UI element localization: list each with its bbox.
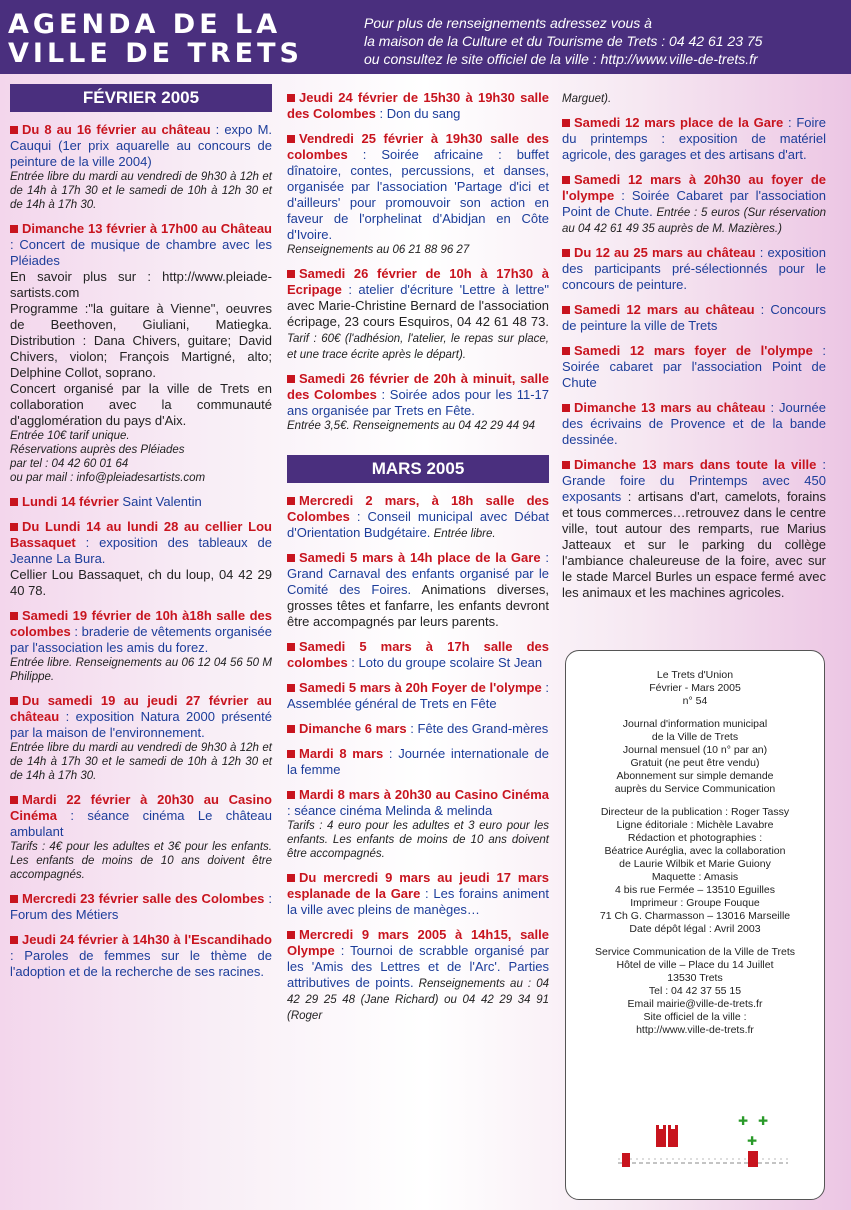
bullet-square-icon [287, 554, 295, 562]
event-heading: Du 12 au 25 mars au château [574, 245, 756, 260]
imprint-issue-number: n° 54 [682, 695, 708, 707]
event-heading: Dimanche 13 février à 17h00 au Château [22, 221, 272, 236]
event-description: : exposition des participants pré-sélectionnés pour le concours de peinture. [562, 245, 826, 292]
event-entry [287, 493, 549, 541]
event-heading: Samedi 12 mars au château [574, 302, 755, 317]
event-description: : séance cinéma Le château ambulant [10, 808, 272, 839]
event-text: avec Marie-Christine Bernard de l'association écripage, 23 cours Esquiros, 04 42 61 48 73. [287, 298, 549, 329]
column-1 [10, 90, 272, 989]
event-note: Renseignements au : 04 42 29 25 48 (Jane Richard) ou 04 42 29 34 91 (Roger [287, 978, 549, 1022]
event-description: : Foire du printemps : exposition de matériel agricole, des garages et des artisans d'art. [562, 115, 826, 162]
event-entry [287, 90, 549, 122]
event-note: Réservations auprès des Pléiades [10, 444, 185, 456]
event-text: Concert organisé par la ville de Trets en collaboration avec la communauté d'agglomération du pays d'Aix. [10, 381, 272, 428]
event-entry [10, 608, 272, 684]
event-heading: Dimanche 13 mars au château [574, 400, 766, 415]
bullet-square-icon [287, 375, 295, 383]
event-text: Cellier Lou Bassaquet, ch du loup, 04 42 29 40 78. [10, 567, 272, 598]
event-heading: Du samedi 19 au jeudi 27 février au château [10, 693, 272, 724]
bullet-square-icon [287, 94, 295, 102]
imprint-line: Journal d'information municipal [622, 718, 768, 730]
event-description: : Loto du groupe scolaire St Jean [347, 655, 543, 670]
event-entry [562, 343, 826, 391]
event-note: ou par mail : info@pleiadesartists.com [10, 472, 206, 484]
event-entry [287, 371, 549, 433]
event-description: : exposition Natura 2000 présenté par la maison de l'environnement. [10, 709, 272, 740]
event-description: : Grand Carnaval des enfants organisé par le Comité des Foires. [287, 550, 549, 597]
imprint-block-journal [566, 718, 824, 796]
event-heading: Mercredi 9 mars 2005 à 14h15, salle Olympe [287, 927, 549, 958]
imprint-block-contact [566, 946, 824, 1037]
event-note: Entrée libre du mardi au vendredi de 9h30 à 12h et de 14h à 17h 30 et le samedi de 10h à 12h 30 et de 14h à 17h 30. [10, 742, 272, 782]
event-entry [10, 792, 272, 882]
contact-line-3: ou consultez le site officiel de la ville : http://www.ville-de-trets.fr [364, 51, 758, 67]
event-description: : braderie de vêtements organisée par l'association les amis du forez. [10, 624, 272, 655]
event-heading: Vendredi 25 février à 19h30 salle des colombes [287, 131, 549, 162]
event-heading: Samedi 12 mars à 20h30 au foyer de l'olympe [562, 172, 826, 203]
event-description: : Soirée cabaret par l'association Point de Chute [562, 343, 826, 390]
event-description: : Fête des Grand-mères [406, 721, 549, 736]
event-description: : exposition des tableaux de Jeanne La Bura. [10, 535, 272, 566]
imprint-line: 71 Ch G. Charmasson – 13016 Marseille [599, 910, 791, 922]
event-entry [562, 90, 826, 106]
event-entry [10, 221, 272, 485]
bullet-square-icon [562, 461, 570, 469]
event-entry [10, 494, 272, 510]
event-note: Marguet). [562, 93, 612, 105]
event-description: : Journée internationale de la femme [287, 746, 549, 777]
event-note: Entrée 3,5€. Renseignements au 04 42 29 44 94 [287, 420, 536, 432]
event-heading: Mardi 8 mars [299, 746, 384, 761]
event-heading: Mercredi 23 février salle des Colombes [22, 891, 265, 906]
imprint-line: Ligne éditoriale : Michèle Lavabre [616, 819, 774, 831]
imprint-line: de Laurie Wilbik et Marie Guiony [619, 858, 771, 870]
event-description: : expo M. Cauqui (1er prix aquarelle au concours de peinture de la ville 2004) [10, 122, 273, 169]
event-description: : Tournoi de scrabble organisé par les 'Amis des Lettres et de l'Arc'. Parties attributives de points. [287, 943, 549, 990]
imprint-line: Rédaction et photographies : [627, 832, 763, 844]
svg-text:✚: ✚ [738, 1114, 749, 1128]
imprint-line: 4 bis rue Fermée – 13510 Eguilles [615, 884, 775, 896]
bullet-square-icon [562, 404, 570, 412]
imprint-line: Gratuit (ne peut être vendu) [630, 757, 760, 769]
february-heading: FÉVRIER 2005 [10, 84, 272, 112]
event-note: Entrée libre. Renseignements au 06 12 04 56 50 M Philippe. [10, 657, 272, 683]
bullet-square-icon [287, 497, 295, 505]
event-text: Programme :"la guitare à Vienne", oeuvres de Beethoven, Giuliani, Matiegka. Distribution : Dana Chivers, guitare; David Chivers, violon; François Martigné, alto; Delphine Collot, soprano. [10, 301, 272, 380]
bullet-square-icon [562, 306, 570, 314]
title-line-2: VILLE DE TRETS [8, 38, 303, 69]
event-heading: Du mercredi 9 mars au jeudi 17 mars esplanade de la Gare [287, 870, 549, 901]
event-note: Tarifs : 4 euro pour les adultes et 3 euro pour les enfants. Les enfants de moins de 10 ans doivent être accompagnés. [287, 820, 549, 860]
title-line-1: AGENDA DE LA [8, 9, 282, 40]
event-text: Animations diverses, grosses têtes et fanfarre, les enfants devront être accompagnés par leurs parents. [287, 582, 549, 629]
bullet-square-icon [287, 643, 295, 651]
header-banner [0, 0, 851, 74]
event-link-text[interactable]: En savoir plus sur : http://www.pleiade-sartists.com [10, 269, 272, 300]
event-entry [10, 693, 272, 783]
imprint-line: Site officiel de la ville : [643, 1011, 747, 1023]
event-entry [287, 550, 549, 630]
imprint-line: Service Communication de la Ville de Trets [595, 946, 795, 958]
event-heading: Du Lundi 14 au lundi 28 au cellier Lou Bassaquet [10, 519, 272, 550]
svg-text:✚: ✚ [747, 1134, 758, 1148]
bullet-square-icon [562, 119, 570, 127]
imprint-email[interactable]: Email mairie@ville-de-trets.fr [627, 998, 763, 1010]
event-heading: Mardi 22 février à 20h30 au Casino Cinéma [10, 792, 272, 823]
bullet-square-icon [10, 895, 18, 903]
event-text: : artisans d'art, camelots, forains et tous commerces…retrouvez dans le centre ville, tout autour des remparts, rue Marius Jatteaux et sur le parking du collège l'ambiance chaleureuse de la foire, avec sur le stade Marcel Burles un espace fermé avec les animaux et les machines agricoles. [562, 489, 826, 600]
bullet-square-icon [10, 936, 18, 944]
bullet-square-icon [287, 931, 295, 939]
event-entry [10, 122, 272, 212]
bullet-square-icon [287, 725, 295, 733]
event-heading: Samedi 12 mars place de la Gare [574, 115, 784, 130]
event-heading: Samedi 26 février de 10h à 17h30 à Ecripage [287, 266, 549, 297]
event-entry [287, 746, 549, 778]
event-heading: Du 8 au 16 février au château [22, 122, 211, 137]
event-note: par tel : 04 42 60 01 64 [10, 458, 129, 470]
event-description: : Concours de peinture la ville de Trets [562, 302, 826, 333]
bullet-square-icon [10, 126, 18, 134]
bullet-square-icon [10, 697, 18, 705]
imprint-line: Journal mensuel (10 n° par an) [622, 744, 768, 756]
event-description: : Assemblée général de Trets en Fête [287, 680, 549, 711]
event-heading: Samedi 12 mars foyer de l'olympe [574, 343, 813, 358]
event-description: : Grande foire du Printemps avec 450 exposants [562, 457, 826, 504]
event-note: Entrée : 5 euros (Sur réservation au 04 42 61 49 35 auprès de M. Mazières.) [562, 207, 826, 235]
imprint-line: Abonnement sur simple demande [616, 770, 774, 782]
imprint-line: Date dépôt légal : Avril 2003 [629, 923, 761, 935]
event-heading: Jeudi 24 février de 15h30 à 19h30 salle des Colombes [287, 90, 549, 121]
event-description: : Soirée Cabaret par l'association Point de Chute. [562, 188, 826, 219]
event-entry [562, 457, 826, 601]
bullet-square-icon [287, 874, 295, 882]
event-entry [562, 400, 826, 448]
column-3 [562, 90, 826, 610]
event-entry [10, 932, 272, 980]
imprint-line: Tel : 04 42 37 55 15 [648, 985, 742, 997]
event-description: : Conseil municipal avec Débat d'Orientation Budgétaire. [287, 509, 549, 540]
event-heading: Mercredi 2 mars, à 18h salle des Colombes [287, 493, 549, 524]
event-entry [287, 266, 549, 362]
event-entry [10, 891, 272, 923]
imprint-issue-date: Février - Mars 2005 [649, 682, 741, 694]
event-entry [287, 680, 549, 712]
imprint-website-link[interactable]: http://www.ville-de-trets.fr [636, 1024, 754, 1036]
bullet-square-icon [287, 750, 295, 758]
event-heading: Mardi 8 mars à 20h30 au Casino Cinéma [299, 787, 549, 802]
bullet-square-icon [10, 498, 18, 506]
bullet-square-icon [10, 612, 18, 620]
event-description: : Soirée africaine : buffet dînatoire, contes, percussions, et danses, organisée par l'association 'Partage d'ici et d'ailleurs' pour promouvoir son action en faveur de l'orphelinat d'Abidjan en Côte d'Ivoire. [287, 147, 549, 242]
event-entry [10, 519, 272, 599]
event-heading: Dimanche 13 mars dans toute la ville [574, 457, 817, 472]
event-description: : atelier d'écriture 'Lettre à lettre" [341, 282, 549, 297]
imprint-box [565, 650, 825, 1200]
imprint-line: Directeur de la publication : Roger Tassy [600, 806, 790, 818]
event-note: Entrée libre. [430, 528, 496, 540]
event-description: : Don du sang [375, 106, 461, 121]
event-note: Entrée libre du mardi au vendredi de 9h30 à 12h et de 14h à 17h 30 et le samedi de 10h à 12h 30 et de 14h à 17h 30. [10, 171, 272, 211]
bullet-square-icon [287, 270, 295, 278]
svg-text:✚: ✚ [758, 1114, 769, 1128]
contact-line-1: Pour plus de renseignements adressez vous à [364, 15, 652, 31]
imprint-line: de la Ville de Trets [651, 731, 739, 743]
event-entry [562, 172, 826, 236]
event-note: Entrée 10€ tarif unique. [10, 430, 130, 442]
bullet-square-icon [10, 225, 18, 233]
event-heading: Samedi 5 mars à 17h salle des colombes [287, 639, 549, 670]
imprint-line: auprès du Service Communication [614, 783, 776, 795]
event-heading: Samedi 5 mars à 20h Foyer de l'olympe [299, 680, 542, 695]
event-note: Tarif : 60€ (l'adhésion, l'atelier, le repas sur place, et une trace écrite après le départ). [287, 333, 549, 361]
imprint-line: 13530 Trets [667, 972, 723, 984]
event-heading: Samedi 5 mars à 14h place de la Gare [299, 550, 541, 565]
event-entry [287, 639, 549, 671]
event-heading: Dimanche 6 mars [299, 721, 407, 736]
event-description: : Soirée ados pour les 11-17 ans organisée par Trets en Fête. [287, 387, 549, 418]
event-entry [562, 115, 826, 163]
event-entry [287, 870, 549, 918]
imprint-line: Imprimeur : Groupe Fouque [630, 897, 760, 909]
event-description: : Forum des Métiers [10, 891, 272, 922]
event-heading: Samedi 26 février de 20h à minuit, salle des Colombes [287, 371, 549, 402]
event-description: : Paroles de femmes sur le thème de l'adoption et de la recherche de ses racines. [10, 948, 272, 979]
imprint-block-credits [566, 806, 824, 936]
event-heading: Jeudi 24 février à 14h30 à l'Escandihado [22, 932, 272, 947]
contact-info [364, 14, 844, 68]
event-entry [287, 787, 549, 861]
bullet-square-icon [10, 523, 18, 531]
imprint-publication-name: Le Trets d'Union [656, 669, 734, 681]
event-entry [287, 927, 549, 1023]
event-description: : Journée des écrivains de Provence et de la bande dessinée. [562, 400, 826, 447]
trets-logo-icon [618, 1113, 788, 1173]
event-entry [287, 721, 549, 737]
event-description: : séance cinéma Melinda & melinda [287, 803, 493, 818]
event-entry [562, 302, 826, 334]
event-note: Tarifs : 4€ pour les adultes et 3€ pour les enfants. Les enfants de moins de 10 ans doivent être accompagnés. [10, 841, 272, 881]
bullet-square-icon [562, 347, 570, 355]
event-note: Renseignements au 06 21 88 96 27 [287, 244, 470, 256]
event-entry [287, 131, 549, 257]
march-heading: MARS 2005 [287, 455, 549, 483]
bullet-square-icon [562, 249, 570, 257]
imprint-line: Hôtel de ville – Place du 14 Juillet [616, 959, 774, 971]
column-2 [287, 90, 549, 1032]
event-description: Saint Valentin [118, 494, 202, 509]
event-heading: Samedi 19 février de 10h à18h salle des colombes [10, 608, 272, 639]
event-description: : Concert de musique de chambre avec les Pléiades [10, 237, 272, 268]
imprint-line: Béatrice Auréglia, avec la collaboration [604, 845, 786, 857]
bullet-square-icon [562, 176, 570, 184]
bullet-square-icon [287, 791, 295, 799]
page-title [8, 10, 308, 68]
bullet-square-icon [10, 796, 18, 804]
event-heading: Lundi 14 février [22, 494, 119, 509]
imprint-line: Maquette : Amasis [651, 871, 739, 883]
event-entry [562, 245, 826, 293]
bullet-square-icon [287, 135, 295, 143]
event-description: : Les forains animent la ville avec pleins de manèges… [287, 886, 549, 917]
contact-line-2: la maison de la Culture et du Tourisme de Trets : 04 42 61 23 75 [364, 33, 763, 49]
bullet-square-icon [287, 684, 295, 692]
